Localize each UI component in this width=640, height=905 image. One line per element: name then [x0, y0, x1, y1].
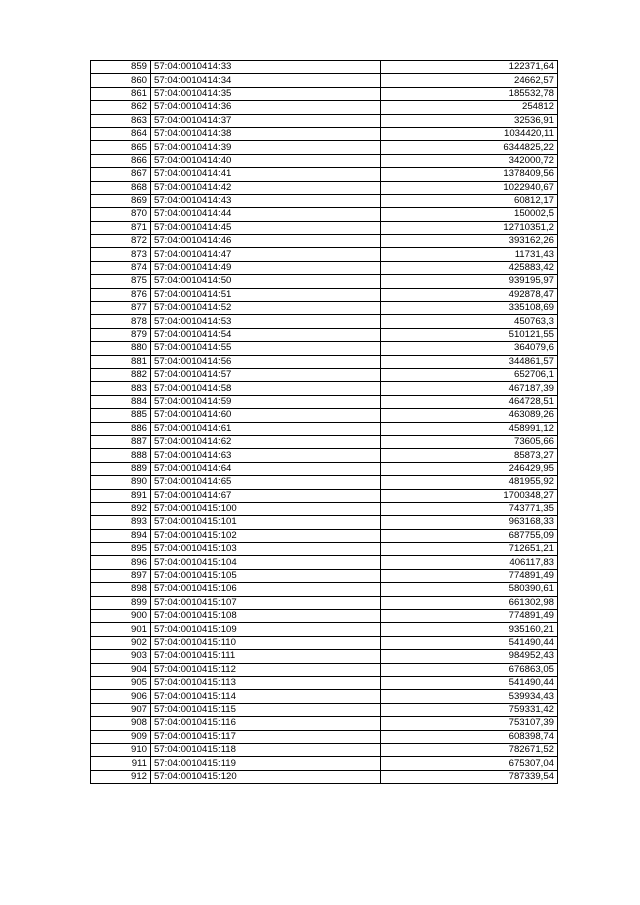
cadastral-number-cell: 57:04:0010414:33	[151, 61, 381, 74]
row-number-cell: 892	[91, 502, 151, 515]
cadastral-number-cell: 57:04:0010414:52	[151, 302, 381, 315]
value-cell: 675307,04	[381, 757, 558, 770]
cadastral-number-cell: 57:04:0010414:47	[151, 248, 381, 261]
row-number-cell: 882	[91, 368, 151, 381]
value-cell: 782671,52	[381, 743, 558, 756]
table-row	[91, 610, 558, 623]
row-number-cell: 904	[91, 663, 151, 676]
cadastral-number-cell: 57:04:0010414:53	[151, 315, 381, 328]
row-number-cell: 908	[91, 717, 151, 730]
cadastral-number-cell: 57:04:0010415:120	[151, 770, 381, 783]
cadastral-number-cell: 57:04:0010415:109	[151, 623, 381, 636]
cadastral-number-cell: 57:04:0010414:64	[151, 462, 381, 475]
row-number-cell: 861	[91, 87, 151, 100]
row-number-cell: 864	[91, 127, 151, 140]
table-row	[91, 194, 558, 207]
table-row	[91, 435, 558, 448]
value-cell: 743771,35	[381, 502, 558, 515]
row-number-cell: 887	[91, 435, 151, 448]
table-row	[91, 74, 558, 87]
row-number-cell: 860	[91, 74, 151, 87]
row-number-cell: 905	[91, 676, 151, 689]
cadastral-number-cell: 57:04:0010414:42	[151, 181, 381, 194]
table-row	[91, 221, 558, 234]
row-number-cell: 876	[91, 288, 151, 301]
value-cell: 335108,69	[381, 302, 558, 315]
cadastral-number-cell: 57:04:0010414:45	[151, 221, 381, 234]
cadastral-number-cell: 57:04:0010415:107	[151, 596, 381, 609]
value-cell: 425883,42	[381, 261, 558, 274]
table-row	[91, 422, 558, 435]
table-row	[91, 101, 558, 114]
table-row	[91, 181, 558, 194]
table-row	[91, 569, 558, 582]
row-number-cell: 873	[91, 248, 151, 261]
value-cell: 464728,51	[381, 395, 558, 408]
value-cell: 406117,83	[381, 556, 558, 569]
row-number-cell: 871	[91, 221, 151, 234]
value-cell: 580390,61	[381, 583, 558, 596]
value-cell: 1034420,11	[381, 127, 558, 140]
value-cell: 787339,54	[381, 770, 558, 783]
row-number-cell: 889	[91, 462, 151, 475]
cadastral-number-cell: 57:04:0010414:41	[151, 168, 381, 181]
value-cell: 246429,95	[381, 462, 558, 475]
table-row	[91, 114, 558, 127]
row-number-cell: 883	[91, 382, 151, 395]
table-row	[91, 556, 558, 569]
table-row	[91, 275, 558, 288]
row-number-cell: 881	[91, 355, 151, 368]
row-number-cell: 885	[91, 409, 151, 422]
value-cell: 1378409,56	[381, 168, 558, 181]
table-row	[91, 315, 558, 328]
cadastral-number-cell: 57:04:0010415:114	[151, 690, 381, 703]
value-cell: 463089,26	[381, 409, 558, 422]
row-number-cell: 891	[91, 489, 151, 502]
table-row	[91, 87, 558, 100]
table-row	[91, 717, 558, 730]
cadastral-number-cell: 57:04:0010415:103	[151, 543, 381, 556]
cadastral-number-cell: 57:04:0010414:43	[151, 194, 381, 207]
table-row	[91, 543, 558, 556]
row-number-cell: 901	[91, 623, 151, 636]
value-cell: 458991,12	[381, 422, 558, 435]
row-number-cell: 909	[91, 730, 151, 743]
row-number-cell: 903	[91, 650, 151, 663]
cadastral-number-cell: 57:04:0010414:50	[151, 275, 381, 288]
cadastral-number-cell: 57:04:0010415:100	[151, 502, 381, 515]
cadastral-number-cell: 57:04:0010414:49	[151, 261, 381, 274]
table-row	[91, 596, 558, 609]
cadastral-number-cell: 57:04:0010414:62	[151, 435, 381, 448]
value-cell: 712651,21	[381, 543, 558, 556]
row-number-cell: 872	[91, 235, 151, 248]
value-cell: 753107,39	[381, 717, 558, 730]
row-number-cell: 863	[91, 114, 151, 127]
cadastral-number-cell: 57:04:0010414:60	[151, 409, 381, 422]
value-cell: 6344825,22	[381, 141, 558, 154]
row-number-cell: 890	[91, 476, 151, 489]
cadastral-number-cell: 57:04:0010414:39	[151, 141, 381, 154]
table-row	[91, 663, 558, 676]
row-number-cell: 874	[91, 261, 151, 274]
table-row	[91, 489, 558, 502]
cadastral-number-cell: 57:04:0010414:59	[151, 395, 381, 408]
cadastral-number-cell: 57:04:0010415:102	[151, 529, 381, 542]
table-row	[91, 690, 558, 703]
table-row	[91, 757, 558, 770]
cadastral-number-cell: 57:04:0010414:54	[151, 328, 381, 341]
row-number-cell: 906	[91, 690, 151, 703]
row-number-cell: 877	[91, 302, 151, 315]
cadastral-number-cell: 57:04:0010414:38	[151, 127, 381, 140]
row-number-cell: 902	[91, 636, 151, 649]
table-row	[91, 368, 558, 381]
table-row	[91, 235, 558, 248]
table-row	[91, 208, 558, 221]
table-row	[91, 328, 558, 341]
cadastral-number-cell: 57:04:0010415:115	[151, 703, 381, 716]
table-row	[91, 730, 558, 743]
value-cell: 1700348,27	[381, 489, 558, 502]
row-number-cell: 865	[91, 141, 151, 154]
table-row	[91, 342, 558, 355]
table-row	[91, 449, 558, 462]
cadastral-number-cell: 57:04:0010415:104	[151, 556, 381, 569]
value-cell: 393162,26	[381, 235, 558, 248]
table-row	[91, 623, 558, 636]
row-number-cell: 900	[91, 610, 151, 623]
value-cell: 450763,3	[381, 315, 558, 328]
value-cell: 342000,72	[381, 154, 558, 167]
table-row	[91, 61, 558, 74]
value-cell: 32536,91	[381, 114, 558, 127]
cadastral-number-cell: 57:04:0010414:35	[151, 87, 381, 100]
table-row	[91, 476, 558, 489]
row-number-cell: 884	[91, 395, 151, 408]
row-number-cell: 880	[91, 342, 151, 355]
value-cell: 60812,17	[381, 194, 558, 207]
row-number-cell: 899	[91, 596, 151, 609]
value-cell: 150002,5	[381, 208, 558, 221]
row-number-cell: 897	[91, 569, 151, 582]
row-number-cell: 910	[91, 743, 151, 756]
value-cell: 774891,49	[381, 569, 558, 582]
table-row	[91, 502, 558, 515]
cadastral-number-cell: 57:04:0010414:46	[151, 235, 381, 248]
value-cell: 774891,49	[381, 610, 558, 623]
row-number-cell: 879	[91, 328, 151, 341]
value-cell: 687755,09	[381, 529, 558, 542]
row-number-cell: 911	[91, 757, 151, 770]
value-cell: 935160,21	[381, 623, 558, 636]
value-cell: 608398,74	[381, 730, 558, 743]
value-cell: 481955,92	[381, 476, 558, 489]
cadastral-number-cell: 57:04:0010415:108	[151, 610, 381, 623]
table-row	[91, 636, 558, 649]
cadastral-number-cell: 57:04:0010414:40	[151, 154, 381, 167]
table-row	[91, 355, 558, 368]
table-body	[91, 61, 558, 784]
table-row	[91, 382, 558, 395]
cadastral-value-table	[90, 60, 558, 784]
row-number-cell: 859	[91, 61, 151, 74]
value-cell: 11731,43	[381, 248, 558, 261]
value-cell: 254812	[381, 101, 558, 114]
value-cell: 1022940,67	[381, 181, 558, 194]
table-row	[91, 650, 558, 663]
value-cell: 73605,66	[381, 435, 558, 448]
cadastral-number-cell: 57:04:0010414:61	[151, 422, 381, 435]
value-cell: 24662,57	[381, 74, 558, 87]
value-cell: 492878,47	[381, 288, 558, 301]
table-row	[91, 462, 558, 475]
cadastral-number-cell: 57:04:0010414:67	[151, 489, 381, 502]
value-cell: 364079,6	[381, 342, 558, 355]
cadastral-number-cell: 57:04:0010415:113	[151, 676, 381, 689]
table-row	[91, 288, 558, 301]
cadastral-number-cell: 57:04:0010415:119	[151, 757, 381, 770]
table-row	[91, 516, 558, 529]
table-row	[91, 703, 558, 716]
value-cell: 85873,27	[381, 449, 558, 462]
value-cell: 541490,44	[381, 636, 558, 649]
cadastral-number-cell: 57:04:0010414:55	[151, 342, 381, 355]
cadastral-number-cell: 57:04:0010414:37	[151, 114, 381, 127]
row-number-cell: 862	[91, 101, 151, 114]
table-row	[91, 770, 558, 783]
value-cell: 652706,1	[381, 368, 558, 381]
row-number-cell: 886	[91, 422, 151, 435]
row-number-cell: 895	[91, 543, 151, 556]
value-cell: 344861,57	[381, 355, 558, 368]
value-cell: 939195,97	[381, 275, 558, 288]
row-number-cell: 869	[91, 194, 151, 207]
table-row	[91, 676, 558, 689]
value-cell: 963168,33	[381, 516, 558, 529]
table-row	[91, 395, 558, 408]
row-number-cell: 875	[91, 275, 151, 288]
value-cell: 984952,43	[381, 650, 558, 663]
value-cell: 510121,55	[381, 328, 558, 341]
value-cell: 539934,43	[381, 690, 558, 703]
cadastral-number-cell: 57:04:0010414:51	[151, 288, 381, 301]
table-row	[91, 168, 558, 181]
value-cell: 661302,98	[381, 596, 558, 609]
table-row	[91, 529, 558, 542]
cadastral-number-cell: 57:04:0010414:44	[151, 208, 381, 221]
table-row	[91, 743, 558, 756]
cadastral-number-cell: 57:04:0010415:118	[151, 743, 381, 756]
row-number-cell: 907	[91, 703, 151, 716]
row-number-cell: 878	[91, 315, 151, 328]
cadastral-number-cell: 57:04:0010415:101	[151, 516, 381, 529]
cadastral-number-cell: 57:04:0010415:116	[151, 717, 381, 730]
value-cell: 541490,44	[381, 676, 558, 689]
row-number-cell: 896	[91, 556, 151, 569]
cadastral-number-cell: 57:04:0010414:57	[151, 368, 381, 381]
table-row	[91, 154, 558, 167]
row-number-cell: 912	[91, 770, 151, 783]
value-cell: 759331,42	[381, 703, 558, 716]
cadastral-number-cell: 57:04:0010414:58	[151, 382, 381, 395]
row-number-cell: 867	[91, 168, 151, 181]
row-number-cell: 898	[91, 583, 151, 596]
table-row	[91, 248, 558, 261]
row-number-cell: 870	[91, 208, 151, 221]
value-cell: 467187,39	[381, 382, 558, 395]
value-cell: 122371,64	[381, 61, 558, 74]
cadastral-number-cell: 57:04:0010415:111	[151, 650, 381, 663]
cadastral-number-cell: 57:04:0010414:36	[151, 101, 381, 114]
table-row	[91, 409, 558, 422]
cadastral-number-cell: 57:04:0010414:56	[151, 355, 381, 368]
table-row	[91, 261, 558, 274]
table-row	[91, 127, 558, 140]
value-cell: 185532,78	[381, 87, 558, 100]
row-number-cell: 893	[91, 516, 151, 529]
cadastral-number-cell: 57:04:0010415:105	[151, 569, 381, 582]
table-row	[91, 302, 558, 315]
value-cell: 12710351,2	[381, 221, 558, 234]
cadastral-number-cell: 57:04:0010414:34	[151, 74, 381, 87]
row-number-cell: 894	[91, 529, 151, 542]
cadastral-number-cell: 57:04:0010415:106	[151, 583, 381, 596]
table-row	[91, 141, 558, 154]
row-number-cell: 868	[91, 181, 151, 194]
cadastral-number-cell: 57:04:0010414:63	[151, 449, 381, 462]
cadastral-number-cell: 57:04:0010415:117	[151, 730, 381, 743]
cadastral-number-cell: 57:04:0010414:65	[151, 476, 381, 489]
table-row	[91, 583, 558, 596]
cadastral-number-cell: 57:04:0010415:112	[151, 663, 381, 676]
cadastral-number-cell: 57:04:0010415:110	[151, 636, 381, 649]
row-number-cell: 888	[91, 449, 151, 462]
value-cell: 676863,05	[381, 663, 558, 676]
row-number-cell: 866	[91, 154, 151, 167]
